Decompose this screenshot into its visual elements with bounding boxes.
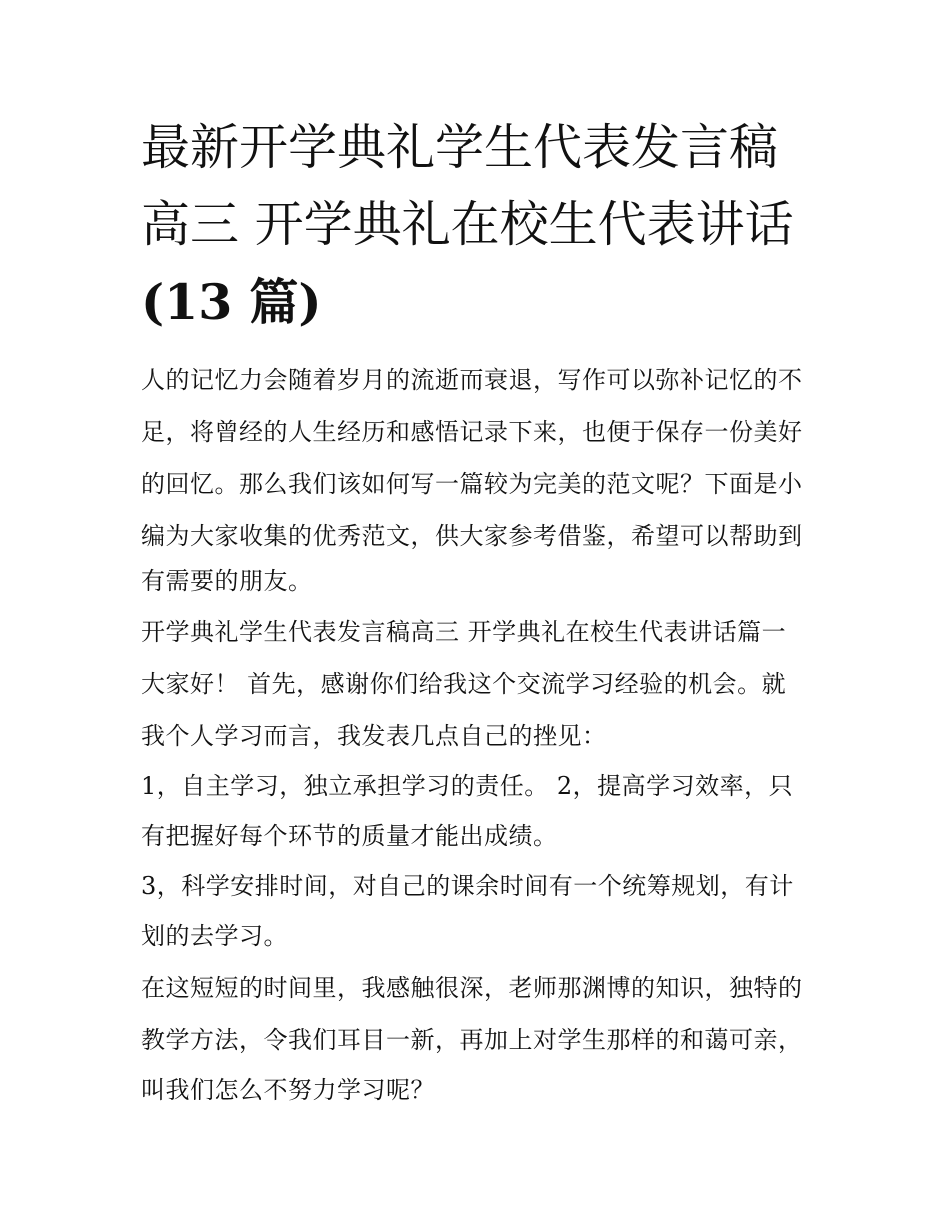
body-line: 有需要的朋友。 <box>141 567 313 595</box>
body-line: 在这短短的时间里，我感触很深，老师那渊博的知识，独特的 <box>141 974 803 1002</box>
body-line: 3，科学安排时间，对自己的课余时间有一个统筹规划，有计 <box>141 872 794 900</box>
body-line: 教学方法，令我们耳目一新，再加上对学生那样的和蔼可亲， <box>141 1026 803 1054</box>
body-line: 划的去学习。 <box>141 922 288 950</box>
body-line: 足，将曾经的人生经历和感悟记录下来，也便于保存一份美好 <box>141 418 803 446</box>
body-line: 叫我们怎么不努力学习呢？ <box>141 1076 435 1104</box>
body-line: 的回忆。那么我们该如何写一篇较为完美的范文呢？下面是小 <box>141 470 803 498</box>
body-line: 开学典礼学生代表发言稿高三 开学典礼在校生代表讲话篇一 <box>141 618 787 646</box>
body-line: 1，自主学习，独立承担学习的责任。 2，提高学习效率，只 <box>141 772 794 800</box>
title-line-1: 最新开学典礼学生代表发言稿 <box>141 119 779 176</box>
body-line: 有把握好每个环节的质量才能出成绩。 <box>141 822 558 850</box>
title-line-2: 高三 开学典礼在校生代表讲话 <box>141 196 794 253</box>
body-line: 编为大家收集的优秀范文，供大家参考借鉴，希望可以帮助到 <box>141 522 803 550</box>
body-line: 大家好！ 首先，感谢你们给我这个交流学习经验的机会。就 <box>141 670 787 698</box>
body-line: 我个人学习而言，我发表几点自己的挫见： <box>141 722 607 750</box>
title-line-3: (13 篇) <box>141 273 322 331</box>
body-line: 人的记忆力会随着岁月的流逝而衰退，写作可以弥补记忆的不 <box>141 366 803 394</box>
